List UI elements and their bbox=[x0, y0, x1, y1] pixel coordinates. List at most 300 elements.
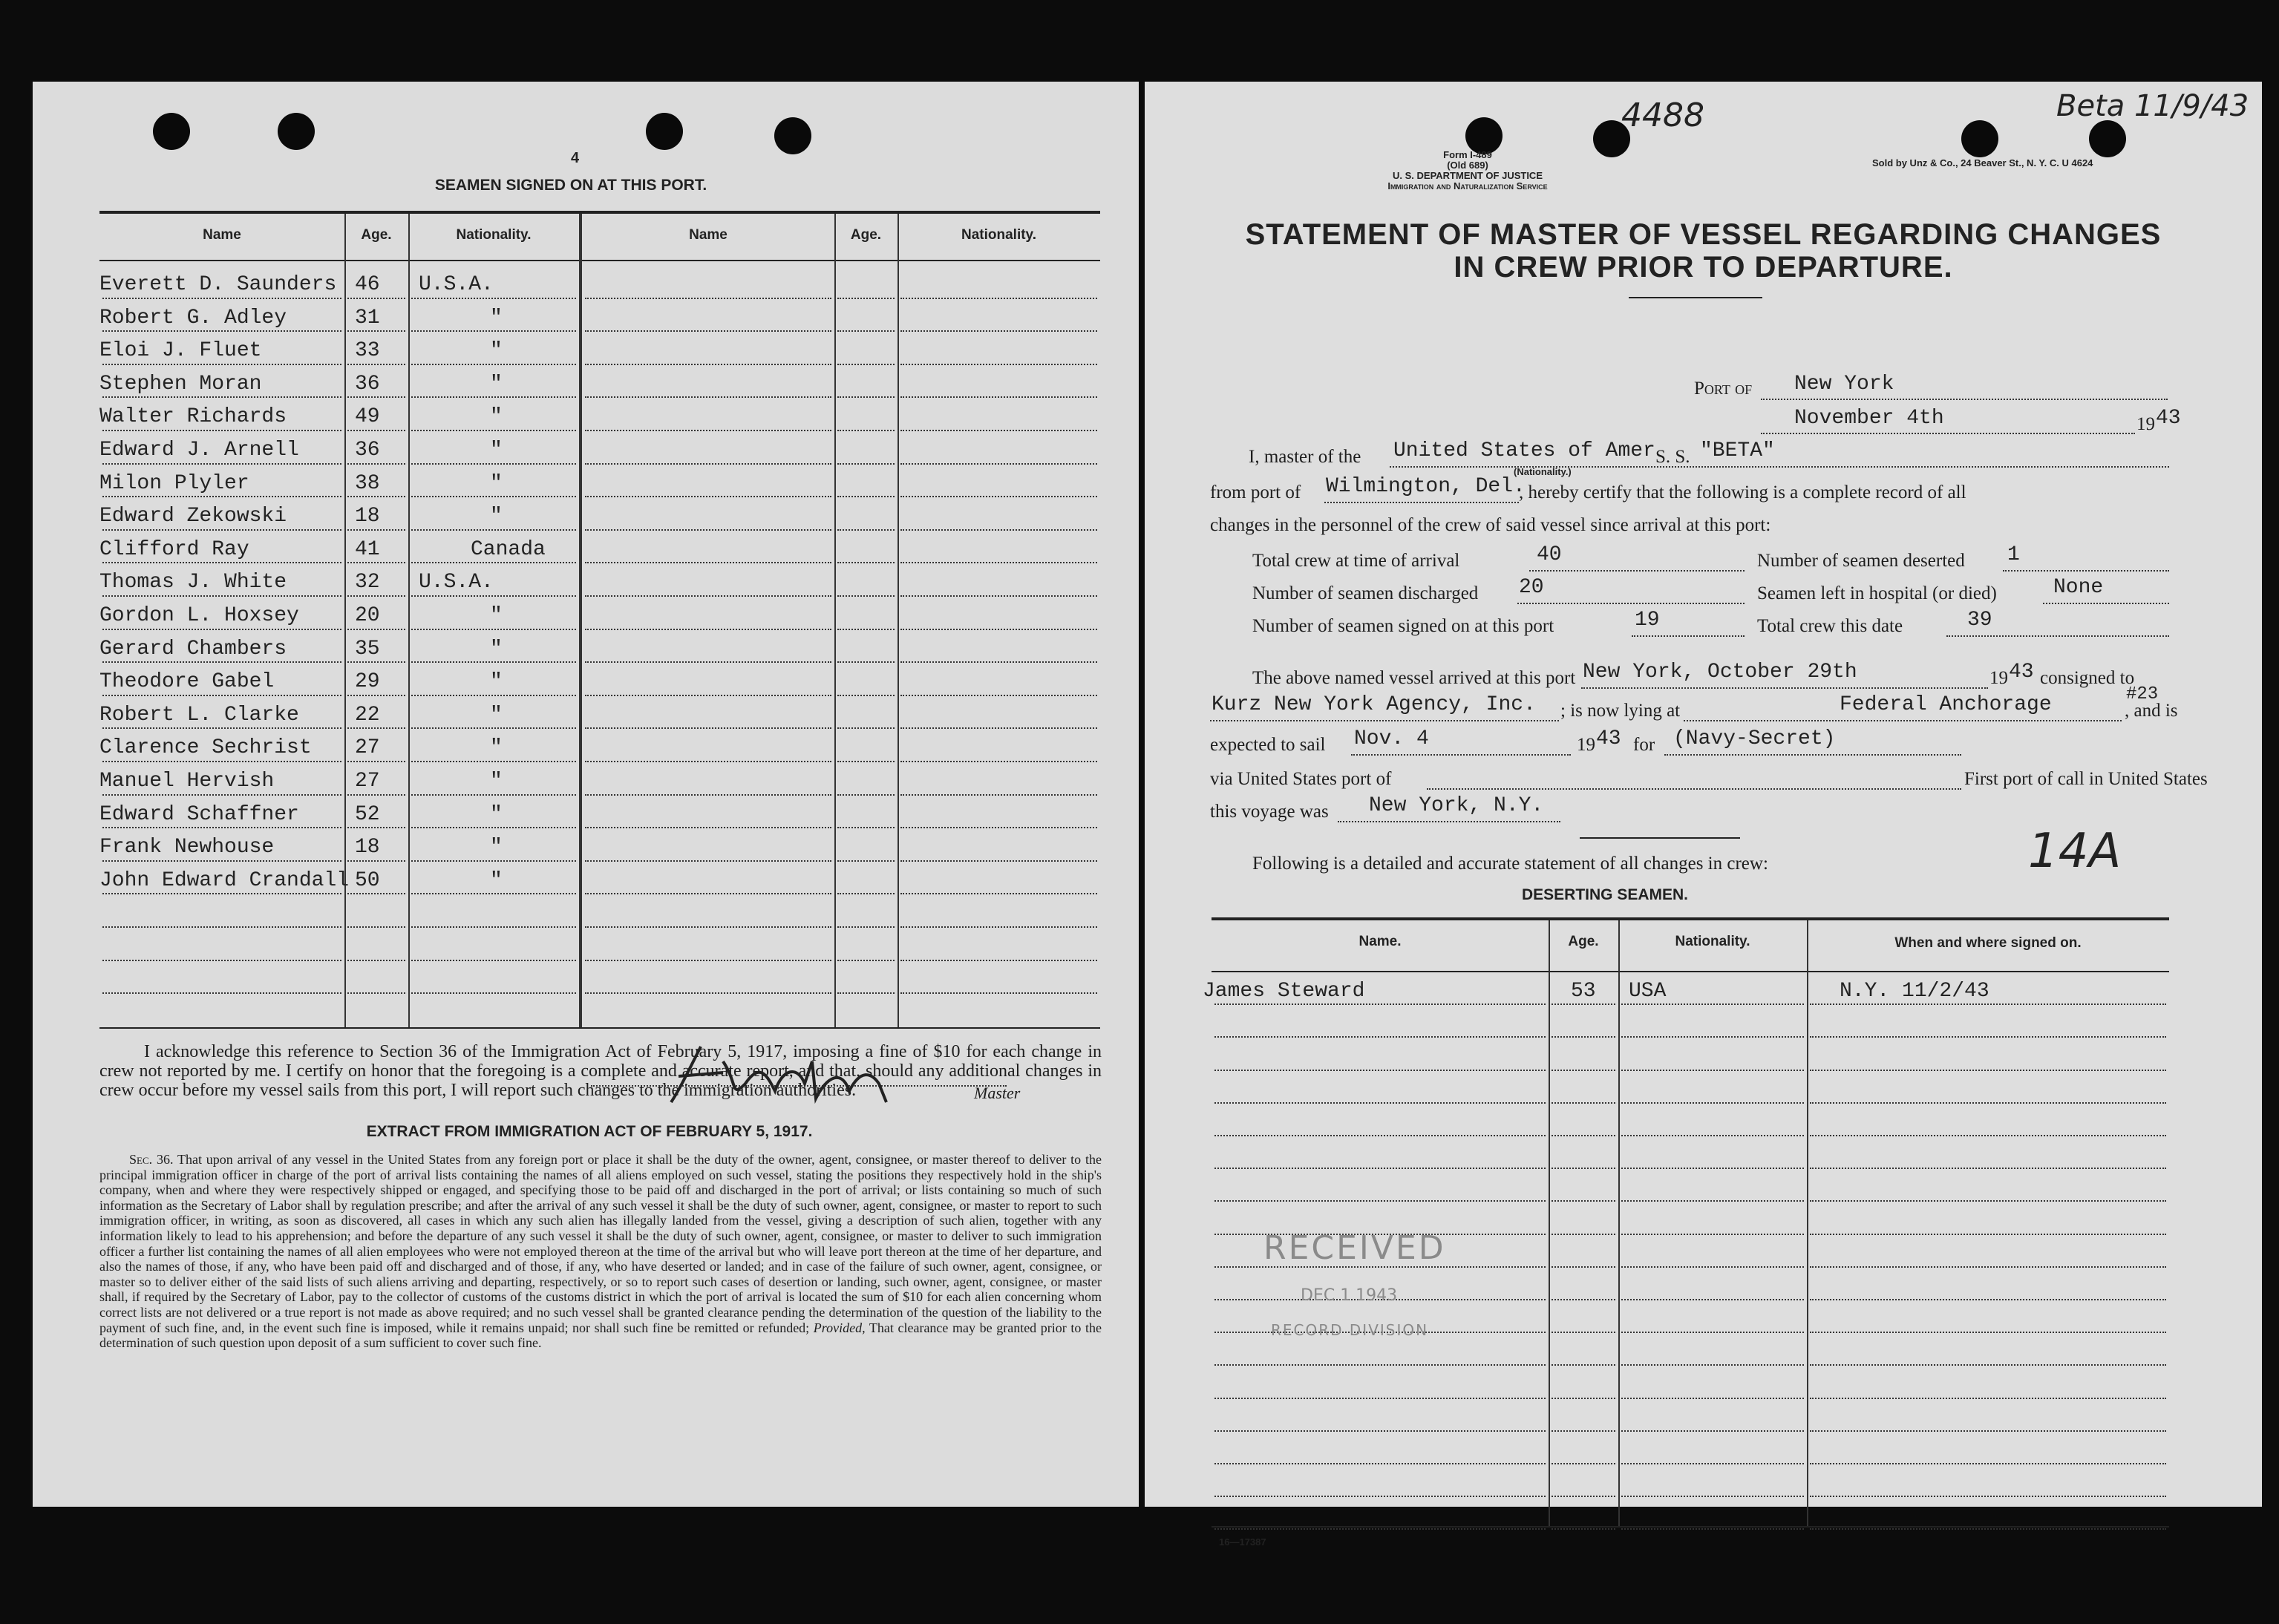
row-rule bbox=[1621, 1398, 1804, 1399]
row-rule bbox=[102, 595, 341, 597]
nationality-caption: (Nationality.) bbox=[1514, 466, 1572, 477]
row-rule bbox=[585, 364, 831, 365]
row-rule bbox=[1810, 1234, 2166, 1235]
punch-hole bbox=[153, 113, 190, 150]
row-rule bbox=[102, 761, 341, 762]
port-value: New York bbox=[1794, 373, 1894, 396]
seaman-name: Walter Richards bbox=[99, 405, 287, 429]
row-rule bbox=[900, 629, 1097, 630]
row-rule bbox=[585, 330, 831, 332]
table-row bbox=[33, 732, 1139, 765]
row-rule bbox=[1810, 1528, 2166, 1530]
row-rule bbox=[1214, 1200, 1546, 1202]
row-rule bbox=[411, 298, 576, 299]
table-row bbox=[1145, 1074, 2262, 1107]
arrived-line bbox=[1581, 687, 1988, 689]
table-row bbox=[33, 897, 1139, 931]
table-row bbox=[33, 401, 1139, 434]
row-rule bbox=[900, 364, 1097, 365]
vessel-name: "BETA" bbox=[1700, 439, 1775, 462]
seaman-nationality: " bbox=[490, 836, 503, 860]
table-row bbox=[1145, 1107, 2262, 1139]
stat-value-signed-on: 19 bbox=[1635, 609, 1660, 632]
row-rule bbox=[102, 661, 341, 663]
seaman-nationality: " bbox=[490, 736, 503, 760]
sail-year: 43 bbox=[1596, 727, 1621, 750]
row-rule bbox=[102, 396, 341, 398]
row-rule bbox=[1621, 1200, 1804, 1202]
row-rule bbox=[411, 727, 576, 729]
table-row bbox=[1145, 1139, 2262, 1172]
voyage-label: this voyage was bbox=[1210, 802, 1329, 822]
row-rule bbox=[1552, 1003, 1615, 1005]
row-rule bbox=[837, 330, 895, 332]
row-rule bbox=[837, 463, 895, 465]
row-rule bbox=[900, 562, 1097, 563]
table-row bbox=[1145, 1500, 2262, 1533]
sold-by-note: Sold by Unz & Co., 24 Beaver St., N. Y. C. U 4624 bbox=[1872, 157, 2093, 168]
extract-body: That upon arrival of any vessel in the United States from any foreign port or place it shall be the duty of the owner, agent, consignee, or master thereof to deliver to the principal immigration officer in charge of the port of arrival lists containing the names of all aliens employed on such vessel, stating the positions they respectively hold in the ship's company, when and where they were respectively shipped or engaged, and specifying those to be paid off and discharged in the port of arrival; or lists containing so much of such information as the Secretary of Labor shall by regulation prescribe; and after the arrival of any such vessel it shall be the duty of such owner, agent, consignee, or master to report to such immigration officer, in writing, as soon as discovered, all cases in which any such alien has illegally landed from the vessel, giving a description of such alien, together with any information likely to lead to his apprehension; and before the departure of any such vessel it shall be the duty of such owner, agent, consignee, or master to deliver to such immigration officer a further list containing the names of all alien employees who were not employed thereon at the time of the arrival but who will leave port thereon at the time of her departure, and also the names of those, if any, who have been paid off and discharged and of those, if any, who have deserted or landed; and in case of the failure of such owner, agent, consignee, or master so to deliver either of the said lists of such aliens arriving and departing, respectively, or so to report such cases of desertion or landing, such owner, agent, consignee, or master shall, if required by the Secretary of Labor, pay to the collector of customs of the customs district in which the port of arrival is located the sum of $10 for each alien concerning whom correct lists are not delivered or a true report is not made as above required; and no such vessel shall be granted clearance pending the determination of the question of the liability to the payment of such fine, and, in the event such fine is imposed, while it remains unpaid; nor shall such fine be remitted or refunded; bbox=[99, 1152, 1102, 1335]
row-rule bbox=[1810, 1168, 2166, 1169]
divider-short bbox=[1580, 837, 1740, 839]
punch-hole bbox=[646, 113, 683, 150]
row-rule bbox=[1810, 1135, 2166, 1136]
seaman-age: 50 bbox=[355, 868, 380, 892]
seaman-name: John Edward Crandall bbox=[99, 868, 350, 892]
row-rule bbox=[1621, 1430, 1804, 1432]
row-rule bbox=[900, 330, 1097, 332]
table-row bbox=[33, 865, 1139, 898]
handwritten-corner-note: Beta 11/9/43 bbox=[2056, 89, 2249, 123]
row-rule bbox=[347, 893, 405, 894]
row-rule bbox=[102, 496, 341, 497]
row-rule bbox=[1552, 1135, 1615, 1136]
changes-text: changes in the personnel of the crew of said vessel since arrival at this port: bbox=[1210, 515, 1771, 535]
arrived-port-date: New York, October 29th bbox=[1583, 661, 1857, 684]
table-row bbox=[33, 368, 1139, 402]
row-rule bbox=[837, 595, 895, 597]
row-rule bbox=[585, 827, 831, 828]
table-row bbox=[33, 500, 1139, 534]
punch-hole bbox=[1961, 120, 1998, 157]
row-rule bbox=[347, 396, 405, 398]
table-row bbox=[1145, 975, 2262, 1008]
stat-value-total-date: 39 bbox=[1967, 609, 1992, 632]
deserting-col-nationality: Nationality. bbox=[1675, 934, 1750, 949]
seaman-age: 27 bbox=[355, 770, 380, 793]
form-title-line-2: IN CREW PRIOR TO DEPARTURE. bbox=[1454, 251, 1953, 284]
seaman-nationality: " bbox=[490, 471, 503, 495]
seaman-age: 32 bbox=[355, 571, 380, 595]
row-rule bbox=[347, 298, 405, 299]
row-rule bbox=[411, 926, 576, 928]
row-rule bbox=[102, 727, 341, 729]
row-rule bbox=[1552, 1463, 1615, 1464]
seaman-name: Edward Zekowski bbox=[99, 505, 287, 528]
row-rule bbox=[837, 430, 895, 431]
port-of-label: Port of bbox=[1694, 379, 1753, 399]
row-rule bbox=[837, 529, 895, 531]
row-rule bbox=[411, 430, 576, 431]
row-rule bbox=[411, 529, 576, 531]
anchorage-number: #23 bbox=[2126, 684, 2159, 704]
stamp-date: DEC 1 1943 bbox=[1301, 1286, 1398, 1305]
row-rule bbox=[900, 661, 1097, 663]
date-line bbox=[1761, 433, 2135, 434]
row-rule bbox=[1552, 1234, 1615, 1235]
arrived-year: 43 bbox=[2009, 661, 2034, 684]
form-title-line-1: STATEMENT OF MASTER OF VESSEL REGARDING CHANGES bbox=[1245, 218, 2162, 251]
row-rule bbox=[1621, 1364, 1804, 1366]
row-rule bbox=[347, 860, 405, 862]
seaman-name: Gerard Chambers bbox=[99, 637, 287, 661]
seaman-nationality: " bbox=[490, 306, 503, 330]
row-rule bbox=[900, 926, 1097, 928]
row-rule bbox=[900, 860, 1097, 862]
from-port-line bbox=[1324, 502, 1519, 503]
table-top-rule bbox=[99, 211, 1100, 214]
row-rule bbox=[837, 661, 895, 663]
punch-hole bbox=[278, 113, 315, 150]
seaman-age: 36 bbox=[355, 439, 380, 462]
table-header-rule bbox=[99, 260, 1100, 261]
sail-date-line bbox=[1351, 754, 1571, 756]
row-rule bbox=[837, 727, 895, 729]
table-row bbox=[33, 335, 1139, 368]
seaman-age: 35 bbox=[355, 637, 380, 661]
row-rule bbox=[1552, 1364, 1615, 1366]
row-rule bbox=[1214, 1364, 1546, 1366]
stat-label-total-date: Total crew this date bbox=[1757, 616, 1903, 636]
row-rule bbox=[1552, 1496, 1615, 1497]
sail-year-prefix: 19 bbox=[1577, 735, 1595, 755]
table-row bbox=[33, 799, 1139, 832]
row-rule bbox=[347, 992, 405, 994]
row-rule bbox=[347, 595, 405, 597]
seaman-name: Thomas J. White bbox=[99, 571, 287, 595]
seaman-age: 29 bbox=[355, 670, 380, 694]
right-page bbox=[1145, 82, 2262, 1548]
and-is-text: , and is bbox=[2125, 701, 2178, 721]
seaman-age: 49 bbox=[355, 405, 380, 429]
row-rule bbox=[1214, 1070, 1546, 1071]
table-row bbox=[1145, 1435, 2262, 1467]
row-rule bbox=[347, 529, 405, 531]
table-bottom-rule bbox=[99, 1027, 1100, 1029]
seaman-nationality: Canada bbox=[471, 537, 546, 561]
row-rule bbox=[900, 893, 1097, 894]
deserting-table-bottom bbox=[1212, 1526, 2169, 1528]
handwritten-file-number: 4488 bbox=[1621, 96, 1704, 134]
table-row bbox=[1145, 1172, 2262, 1205]
row-rule bbox=[1214, 1463, 1546, 1464]
table-row bbox=[33, 765, 1139, 799]
row-rule bbox=[1621, 1070, 1804, 1071]
deserting-col-name: Name. bbox=[1358, 934, 1402, 949]
row-rule bbox=[1621, 1234, 1804, 1235]
row-rule bbox=[837, 827, 895, 828]
row-rule bbox=[1621, 1168, 1804, 1169]
row-rule bbox=[1552, 1528, 1615, 1530]
table-row bbox=[33, 600, 1139, 633]
seaman-name: Robert G. Adley bbox=[99, 306, 287, 330]
section-title: SEAMEN SIGNED ON AT THIS PORT. bbox=[434, 177, 707, 194]
deserter-nationality: USA bbox=[1629, 980, 1667, 1003]
first-port-line bbox=[1338, 821, 1560, 822]
seaman-name: Theodore Gabel bbox=[99, 670, 275, 694]
row-rule bbox=[411, 595, 576, 597]
seaman-age: 20 bbox=[355, 604, 380, 627]
first-port-value: New York, N.Y. bbox=[1369, 794, 1544, 817]
row-rule bbox=[411, 496, 576, 497]
row-rule bbox=[1810, 1102, 2166, 1104]
row-rule bbox=[837, 629, 895, 630]
row-rule bbox=[347, 794, 405, 796]
row-rule bbox=[102, 298, 341, 299]
row-rule bbox=[411, 396, 576, 398]
row-rule bbox=[102, 562, 341, 563]
master-of-label: I, master of the bbox=[1249, 447, 1361, 467]
punch-hole bbox=[774, 117, 811, 154]
seaman-nationality: " bbox=[490, 604, 503, 627]
row-rule bbox=[1214, 1496, 1546, 1497]
col-header-name: Name bbox=[203, 227, 241, 243]
for-label: for bbox=[1633, 735, 1655, 755]
deserting-title: DESERTING SEAMEN. bbox=[1521, 886, 1689, 903]
stat-line bbox=[2043, 603, 2169, 604]
department: U. S. DEPARTMENT OF JUSTICE bbox=[1393, 170, 1543, 181]
first-port-label: First port of call in United States bbox=[1964, 769, 2208, 789]
table-row bbox=[33, 534, 1139, 567]
row-rule bbox=[1214, 1398, 1546, 1399]
seaman-nationality: " bbox=[490, 802, 503, 826]
seaman-nationality: " bbox=[490, 637, 503, 661]
row-rule bbox=[102, 629, 341, 630]
table-row bbox=[33, 434, 1139, 468]
row-rule bbox=[102, 364, 341, 365]
from-port-value: Wilmington, Del. bbox=[1326, 475, 1526, 498]
row-rule bbox=[837, 298, 895, 299]
table-row bbox=[1145, 1041, 2262, 1073]
row-rule bbox=[1810, 1299, 2166, 1300]
row-rule bbox=[347, 827, 405, 828]
row-rule bbox=[1810, 1003, 2166, 1005]
row-rule bbox=[102, 926, 341, 928]
destination-line bbox=[1664, 754, 1961, 756]
stamp-received: RECEIVED bbox=[1263, 1229, 1446, 1267]
extract-tail: That clearance may be granted prior to the determination of such question upon deposit of a sum sufficient to cover such fine. bbox=[99, 1320, 1102, 1351]
row-rule bbox=[1621, 1036, 1804, 1038]
seaman-age: 41 bbox=[355, 537, 380, 561]
ss-label: S. S. bbox=[1655, 447, 1690, 467]
row-rule bbox=[585, 496, 831, 497]
row-rule bbox=[1621, 1299, 1804, 1300]
row-rule bbox=[347, 496, 405, 497]
row-rule bbox=[585, 463, 831, 465]
col-header-age: Age. bbox=[850, 227, 882, 243]
stat-label-discharged: Number of seamen discharged bbox=[1252, 583, 1479, 603]
stat-line bbox=[2003, 570, 2169, 572]
row-rule bbox=[1214, 1168, 1546, 1169]
row-rule bbox=[347, 562, 405, 563]
via-label: via United States port of bbox=[1210, 769, 1392, 789]
expected-label: expected to sail bbox=[1210, 735, 1326, 755]
seaman-age: 33 bbox=[355, 339, 380, 363]
seaman-name: Edward Schaffner bbox=[99, 802, 299, 826]
row-rule bbox=[347, 364, 405, 365]
row-rule bbox=[585, 298, 831, 299]
seaman-name: Stephen Moran bbox=[99, 372, 262, 396]
row-rule bbox=[411, 893, 576, 894]
row-rule bbox=[900, 992, 1097, 994]
row-rule bbox=[900, 496, 1097, 497]
row-rule bbox=[1621, 1496, 1804, 1497]
row-rule bbox=[1810, 1070, 2166, 1071]
stat-line bbox=[1529, 570, 1745, 572]
row-rule bbox=[1810, 1463, 2166, 1464]
seaman-age: 46 bbox=[355, 273, 380, 296]
row-rule bbox=[347, 761, 405, 762]
seaman-nationality: " bbox=[490, 703, 503, 727]
seaman-nationality: " bbox=[490, 405, 503, 429]
row-rule bbox=[837, 364, 895, 365]
row-rule bbox=[1552, 1398, 1615, 1399]
table-row bbox=[33, 964, 1139, 998]
row-rule bbox=[411, 661, 576, 663]
table-row bbox=[33, 931, 1139, 964]
row-rule bbox=[585, 926, 831, 928]
certify-text: , hereby certify that the following is a complete record of all bbox=[1519, 482, 1966, 502]
lying-at-value: Federal Anchorage bbox=[1840, 693, 2052, 716]
title-underline bbox=[1629, 297, 1762, 298]
row-rule bbox=[347, 330, 405, 332]
lying-line bbox=[1684, 720, 2122, 721]
seaman-name: Eloi J. Fluet bbox=[99, 339, 262, 363]
table-row bbox=[33, 831, 1139, 865]
seaman-nationality: " bbox=[490, 770, 503, 793]
table-row bbox=[33, 269, 1139, 302]
row-rule bbox=[1552, 1070, 1615, 1071]
arrived-label: The above named vessel arrived at this port bbox=[1252, 668, 1576, 688]
table-row bbox=[1145, 1008, 2262, 1041]
sail-date-value: Nov. 4 bbox=[1354, 727, 1429, 750]
port-line bbox=[1761, 399, 2168, 400]
year-prefix: 19 bbox=[2136, 414, 2155, 434]
row-rule bbox=[102, 529, 341, 531]
deserter-name: James Steward bbox=[1203, 980, 1365, 1003]
row-rule bbox=[837, 761, 895, 762]
row-rule bbox=[900, 595, 1097, 597]
row-rule bbox=[1810, 1332, 2166, 1333]
extract-title: EXTRACT FROM IMMIGRATION ACT OF FEBRUARY 5, 1917. bbox=[366, 1123, 813, 1140]
table-row bbox=[1145, 1402, 2262, 1435]
row-rule bbox=[102, 695, 341, 696]
stat-line bbox=[1632, 635, 1745, 637]
master-signature bbox=[656, 1032, 953, 1113]
table-row bbox=[1145, 1369, 2262, 1401]
row-rule bbox=[102, 330, 341, 332]
row-rule bbox=[411, 695, 576, 696]
extract-provided: Provided, bbox=[813, 1320, 866, 1335]
seaman-age: 52 bbox=[355, 802, 380, 826]
table-row bbox=[1145, 1336, 2262, 1369]
row-rule bbox=[585, 794, 831, 796]
row-rule bbox=[837, 794, 895, 796]
seaman-age: 31 bbox=[355, 306, 380, 330]
old-form-number: (Old 689) bbox=[1447, 160, 1488, 171]
row-rule bbox=[900, 827, 1097, 828]
row-rule bbox=[1810, 1430, 2166, 1432]
seaman-nationality: " bbox=[490, 439, 503, 462]
seaman-age: 38 bbox=[355, 471, 380, 495]
row-rule bbox=[102, 463, 341, 465]
row-rule bbox=[102, 893, 341, 894]
stat-label-signed-on: Number of seamen signed on at this port bbox=[1252, 616, 1554, 636]
seaman-nationality: " bbox=[490, 505, 503, 528]
seaman-nationality: " bbox=[490, 372, 503, 396]
stat-value-deserted: 1 bbox=[2007, 543, 2020, 566]
row-rule bbox=[837, 992, 895, 994]
row-rule bbox=[1552, 1299, 1615, 1300]
row-rule bbox=[900, 695, 1097, 696]
row-rule bbox=[411, 827, 576, 828]
footer-form-number: 16—17387 bbox=[1219, 1536, 1266, 1548]
deserter-signed-on: N.Y. 11/2/43 bbox=[1840, 980, 1989, 1003]
row-rule bbox=[411, 960, 576, 961]
seaman-name: Manuel Hervish bbox=[99, 770, 275, 793]
row-rule bbox=[585, 695, 831, 696]
row-rule bbox=[585, 529, 831, 531]
row-rule bbox=[411, 992, 576, 994]
row-rule bbox=[585, 860, 831, 862]
row-rule bbox=[1810, 1266, 2166, 1268]
row-rule bbox=[347, 463, 405, 465]
row-rule bbox=[347, 661, 405, 663]
page-number: 4 bbox=[571, 150, 580, 166]
row-rule bbox=[411, 364, 576, 365]
row-rule bbox=[1214, 1102, 1546, 1104]
row-rule bbox=[585, 960, 831, 961]
row-rule bbox=[1552, 1266, 1615, 1268]
row-rule bbox=[900, 298, 1097, 299]
punch-hole bbox=[2089, 120, 2126, 157]
row-rule bbox=[1214, 1036, 1546, 1038]
seaman-nationality: U.S.A. bbox=[419, 273, 494, 296]
from-port-label: from port of bbox=[1210, 482, 1301, 502]
lying-label: ; is now lying at bbox=[1560, 701, 1681, 721]
row-rule bbox=[1214, 1135, 1546, 1136]
row-rule bbox=[1621, 1528, 1804, 1530]
seaman-age: 36 bbox=[355, 372, 380, 396]
seaman-name: Milon Plyler bbox=[99, 471, 249, 495]
agency-line bbox=[1210, 720, 1559, 721]
row-rule bbox=[102, 827, 341, 828]
row-rule bbox=[900, 430, 1097, 431]
row-rule bbox=[411, 330, 576, 332]
date-value: November 4th bbox=[1794, 407, 1944, 430]
seaman-name: Edward J. Arnell bbox=[99, 439, 299, 462]
row-rule bbox=[837, 926, 895, 928]
consigned-label: consigned to bbox=[2040, 668, 2135, 688]
row-rule bbox=[347, 727, 405, 729]
col-header-age: Age. bbox=[361, 227, 392, 243]
row-rule bbox=[1552, 1036, 1615, 1038]
seaman-nationality: " bbox=[490, 868, 503, 892]
deserting-col-age: Age. bbox=[1568, 934, 1599, 949]
seaman-age: 18 bbox=[355, 836, 380, 860]
col-header-nationality: Nationality. bbox=[456, 227, 532, 243]
following-text: Following is a detailed and accurate statement of all changes in crew: bbox=[1252, 854, 1768, 874]
